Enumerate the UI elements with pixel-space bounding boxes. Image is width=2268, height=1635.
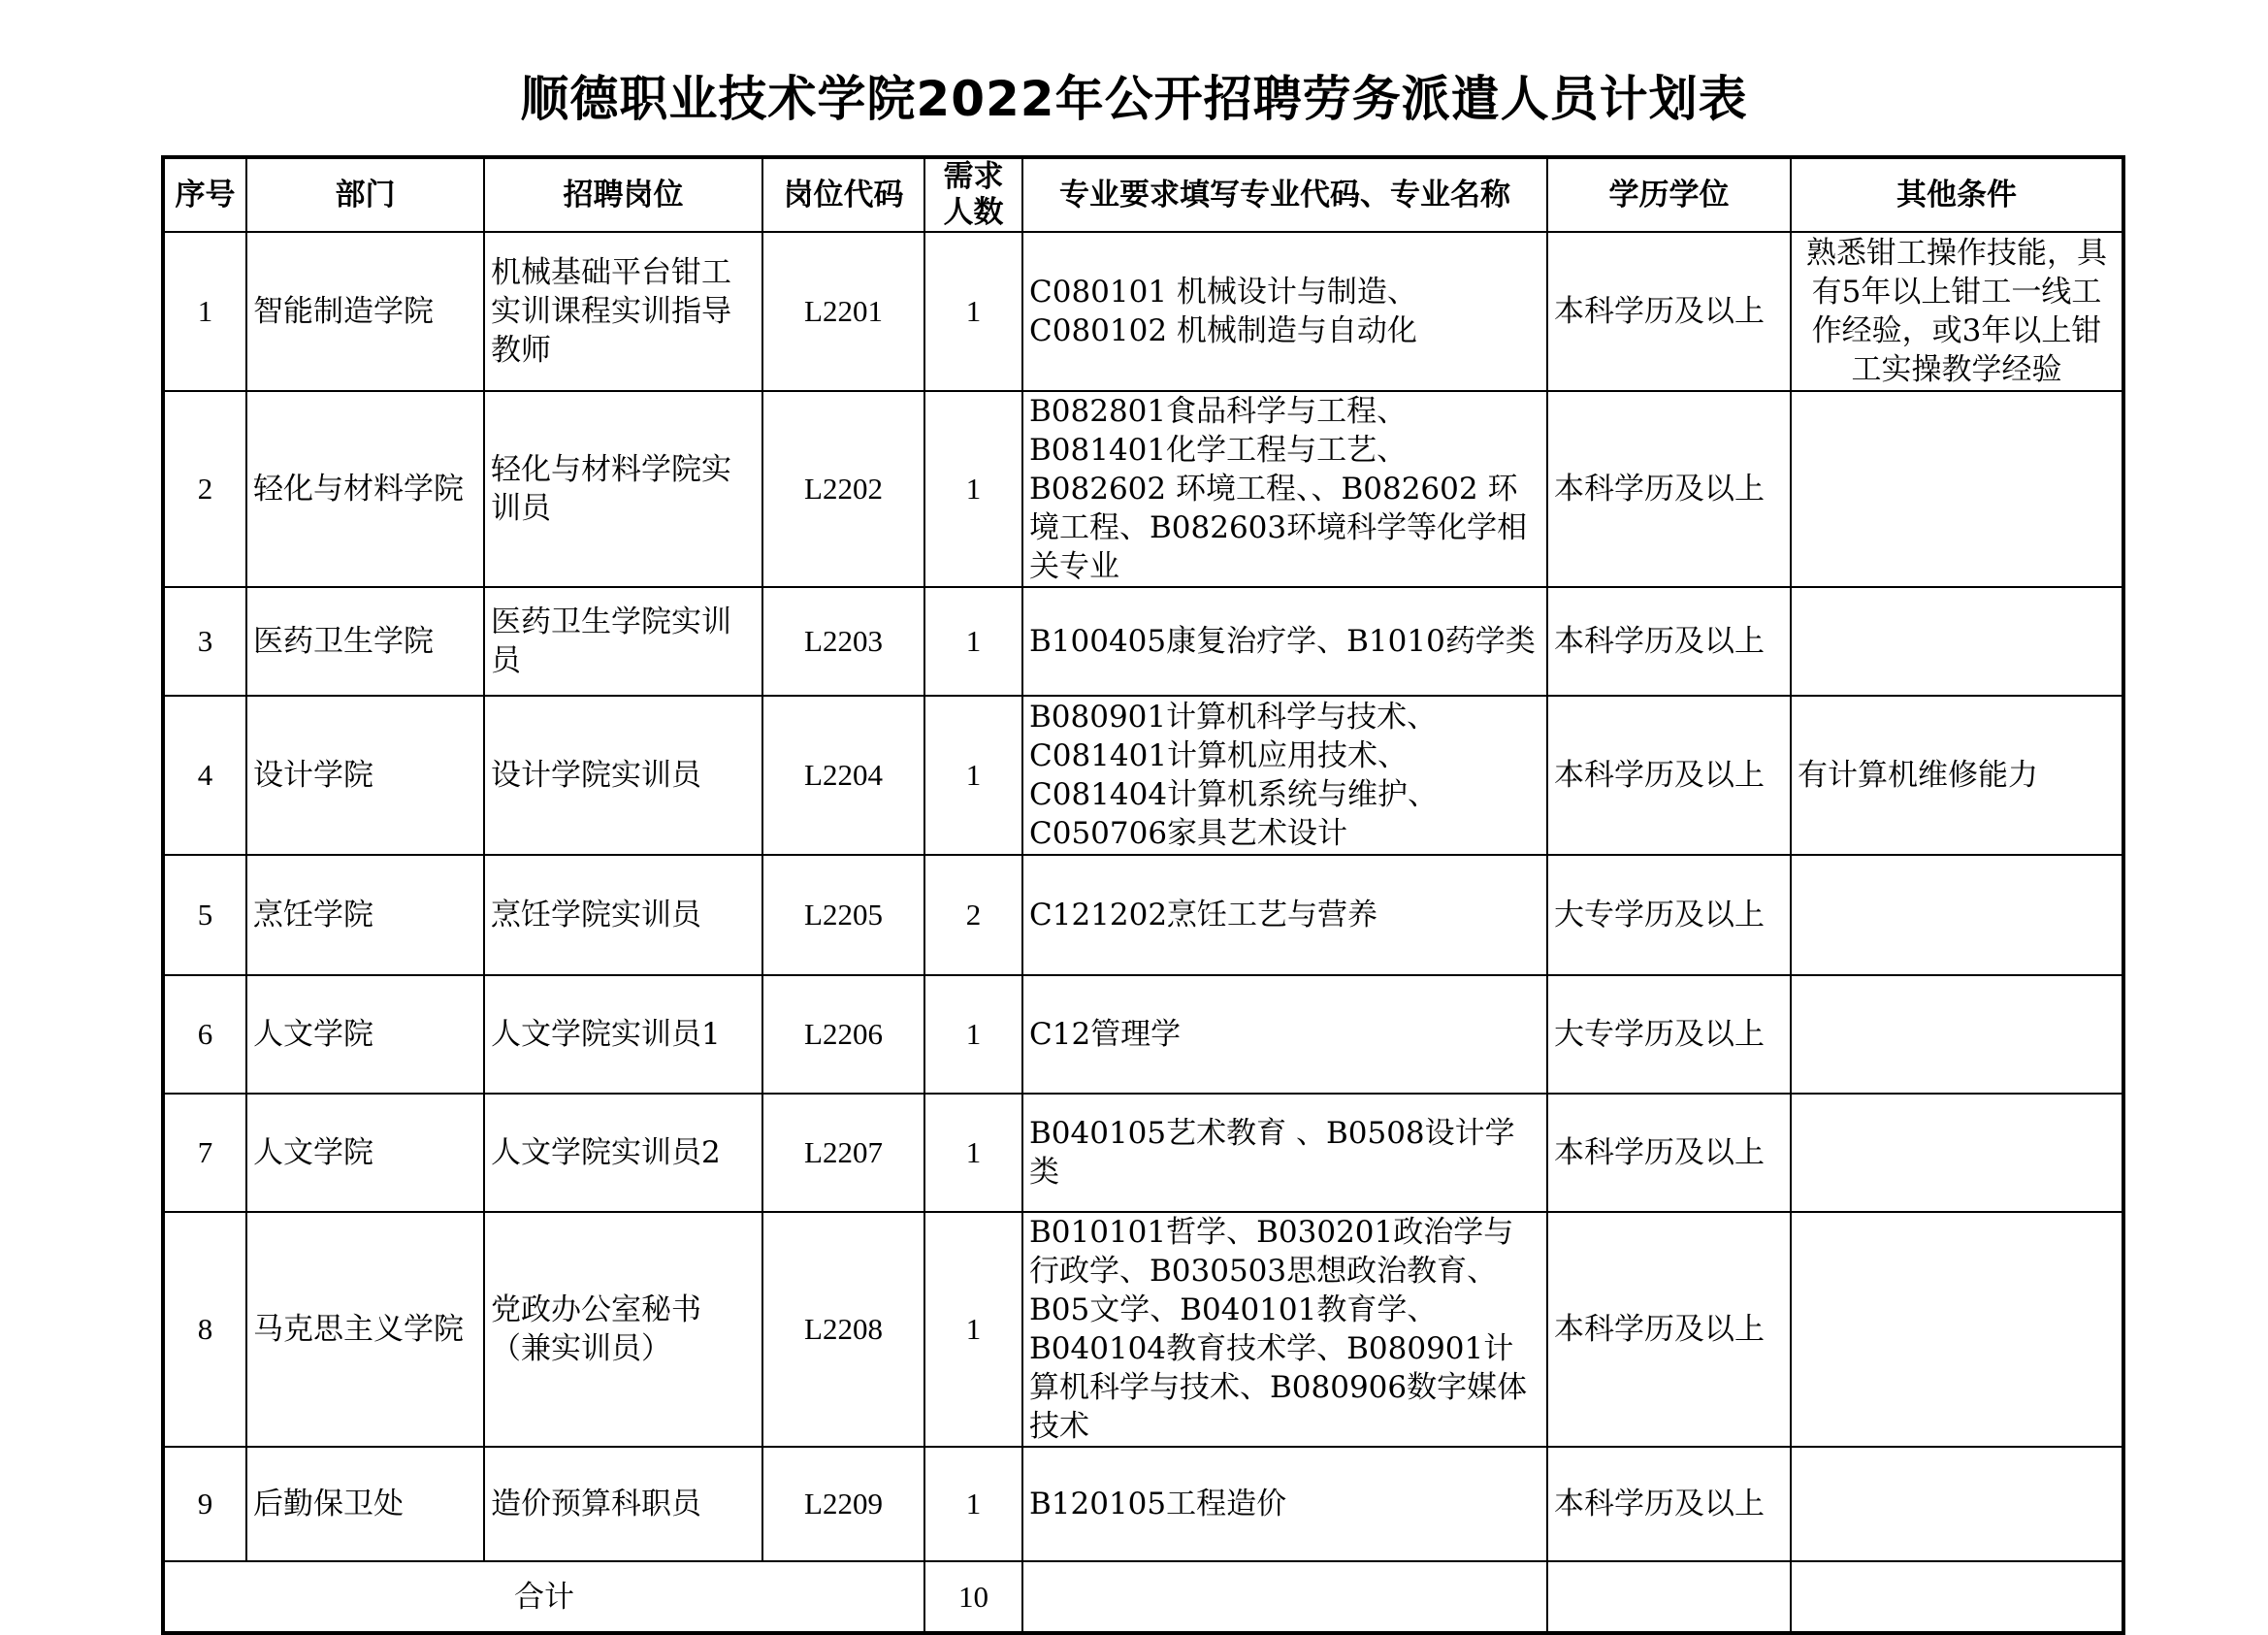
- cell-count: 1: [924, 391, 1022, 587]
- cell-position: 党政办公室秘书（兼实训员）: [484, 1212, 762, 1447]
- cell-no: 1: [163, 232, 246, 391]
- cell-position: 人文学院实训员2: [484, 1094, 762, 1212]
- cell-education: 本科学历及以上: [1547, 1094, 1791, 1212]
- cell-major: B120105工程造价: [1022, 1447, 1547, 1561]
- cell-education: 本科学历及以上: [1547, 391, 1791, 587]
- cell-education: 本科学历及以上: [1547, 232, 1791, 391]
- cell-major: B080901计算机科学与技术、C081401计算机应用技术、C081404计算机系统与维护、 C050706家具艺术设计: [1022, 696, 1547, 855]
- cell-count: 1: [924, 1447, 1022, 1561]
- cell-other: [1791, 1094, 2123, 1212]
- table-row: [163, 696, 2123, 855]
- cell-other: 熟悉钳工操作技能，具有5年以上钳工一线工作经验，或3年以上钳工实操教学经验: [1791, 232, 2123, 391]
- cell-code: L2204: [762, 696, 924, 855]
- cell-position: 医药卫生学院实训员: [484, 587, 762, 696]
- cell-education: 大专学历及以上: [1547, 975, 1791, 1094]
- table-row: [163, 855, 2123, 975]
- total-empty-cell: [1022, 1561, 1547, 1633]
- total-label: 合计: [163, 1561, 924, 1633]
- column-header-code: 岗位代码: [762, 157, 924, 232]
- cell-other: [1791, 855, 2123, 975]
- total-row: [163, 1561, 2123, 1633]
- table-row: [163, 1212, 2123, 1447]
- cell-major: C121202烹饪工艺与营养: [1022, 855, 1547, 975]
- cell-other: [1791, 1212, 2123, 1447]
- table-row: [163, 1447, 2123, 1561]
- cell-count: 1: [924, 696, 1022, 855]
- table-row: [163, 232, 2123, 391]
- cell-dept: 后勤保卫处: [246, 1447, 484, 1561]
- cell-education: 本科学历及以上: [1547, 1447, 1791, 1561]
- cell-major: B040105艺术教育 、B0508设计学类: [1022, 1094, 1547, 1212]
- cell-no: 7: [163, 1094, 246, 1212]
- column-header-major: 专业要求填写专业代码、专业名称: [1022, 157, 1547, 232]
- cell-dept: 马克思主义学院: [246, 1212, 484, 1447]
- cell-dept: 智能制造学院: [246, 232, 484, 391]
- cell-position: 人文学院实训员1: [484, 975, 762, 1094]
- cell-other: [1791, 391, 2123, 587]
- cell-count: 1: [924, 232, 1022, 391]
- cell-no: 6: [163, 975, 246, 1094]
- cell-major: C12管理学: [1022, 975, 1547, 1094]
- cell-major: B082801食品科学与工程、B081401化学工程与工艺、B082602 环境工程、、B082602 环境工程、B082603环境科学等化学相关专业: [1022, 391, 1547, 587]
- cell-count: 1: [924, 1094, 1022, 1212]
- cell-other: 有计算机维修能力: [1791, 696, 2123, 855]
- cell-education: 大专学历及以上: [1547, 855, 1791, 975]
- cell-dept: 人文学院: [246, 975, 484, 1094]
- column-header-position: 招聘岗位: [484, 157, 762, 232]
- cell-major: B010101哲学、B030201政治学与行政学、B030503思想政治教育、B05文学、B040101教育学、B040104教育技术学、B080901计算机科学与技术、B080906数字媒体技术: [1022, 1212, 1547, 1447]
- cell-dept: 人文学院: [246, 1094, 484, 1212]
- cell-education: 本科学历及以上: [1547, 1212, 1791, 1447]
- cell-no: 5: [163, 855, 246, 975]
- cell-code: L2206: [762, 975, 924, 1094]
- cell-dept: 烹饪学院: [246, 855, 484, 975]
- table-header-row: [163, 157, 2123, 232]
- table-row: [163, 975, 2123, 1094]
- cell-other: [1791, 587, 2123, 696]
- table-row: [163, 587, 2123, 696]
- cell-code: L2201: [762, 232, 924, 391]
- cell-other: [1791, 975, 2123, 1094]
- cell-count: 2: [924, 855, 1022, 975]
- column-header-dept: 部门: [246, 157, 484, 232]
- total-empty-cell: [1791, 1561, 2123, 1633]
- cell-code: L2209: [762, 1447, 924, 1561]
- page-title: 顺德职业技术学院2022年公开招聘劳务派遣人员计划表: [520, 71, 1748, 127]
- recruitment-plan-table: [161, 155, 2125, 1635]
- cell-count: 1: [924, 975, 1022, 1094]
- cell-no: 8: [163, 1212, 246, 1447]
- column-header-no: 序号: [163, 157, 246, 232]
- cell-no: 4: [163, 696, 246, 855]
- cell-position: 设计学院实训员: [484, 696, 762, 855]
- column-header-other: 其他条件: [1791, 157, 2123, 232]
- cell-no: 3: [163, 587, 246, 696]
- cell-count: 1: [924, 587, 1022, 696]
- column-header-count: 需求人数: [924, 157, 1022, 232]
- column-header-education: 学历学位: [1547, 157, 1791, 232]
- cell-code: L2202: [762, 391, 924, 587]
- cell-no: 9: [163, 1447, 246, 1561]
- total-empty-cell: [1547, 1561, 1791, 1633]
- cell-code: L2203: [762, 587, 924, 696]
- table-row: [163, 391, 2123, 587]
- cell-dept: 医药卫生学院: [246, 587, 484, 696]
- cell-code: L2208: [762, 1212, 924, 1447]
- cell-position: 造价预算科职员: [484, 1447, 762, 1561]
- cell-count: 1: [924, 1212, 1022, 1447]
- cell-major: B100405康复治疗学、B1010药学类: [1022, 587, 1547, 696]
- cell-code: L2207: [762, 1094, 924, 1212]
- cell-education: 本科学历及以上: [1547, 696, 1791, 855]
- total-value: 10: [924, 1561, 1022, 1633]
- cell-education: 本科学历及以上: [1547, 587, 1791, 696]
- cell-position: 轻化与材料学院实训员: [484, 391, 762, 587]
- cell-position: 烹饪学院实训员: [484, 855, 762, 975]
- cell-major: C080101 机械设计与制造、C080102 机械制造与自动化: [1022, 232, 1547, 391]
- cell-dept: 轻化与材料学院: [246, 391, 484, 587]
- cell-code: L2205: [762, 855, 924, 975]
- cell-dept: 设计学院: [246, 696, 484, 855]
- cell-no: 2: [163, 391, 246, 587]
- cell-position: 机械基础平台钳工实训课程实训指导教师: [484, 232, 762, 391]
- cell-other: [1791, 1447, 2123, 1561]
- table-row: [163, 1094, 2123, 1212]
